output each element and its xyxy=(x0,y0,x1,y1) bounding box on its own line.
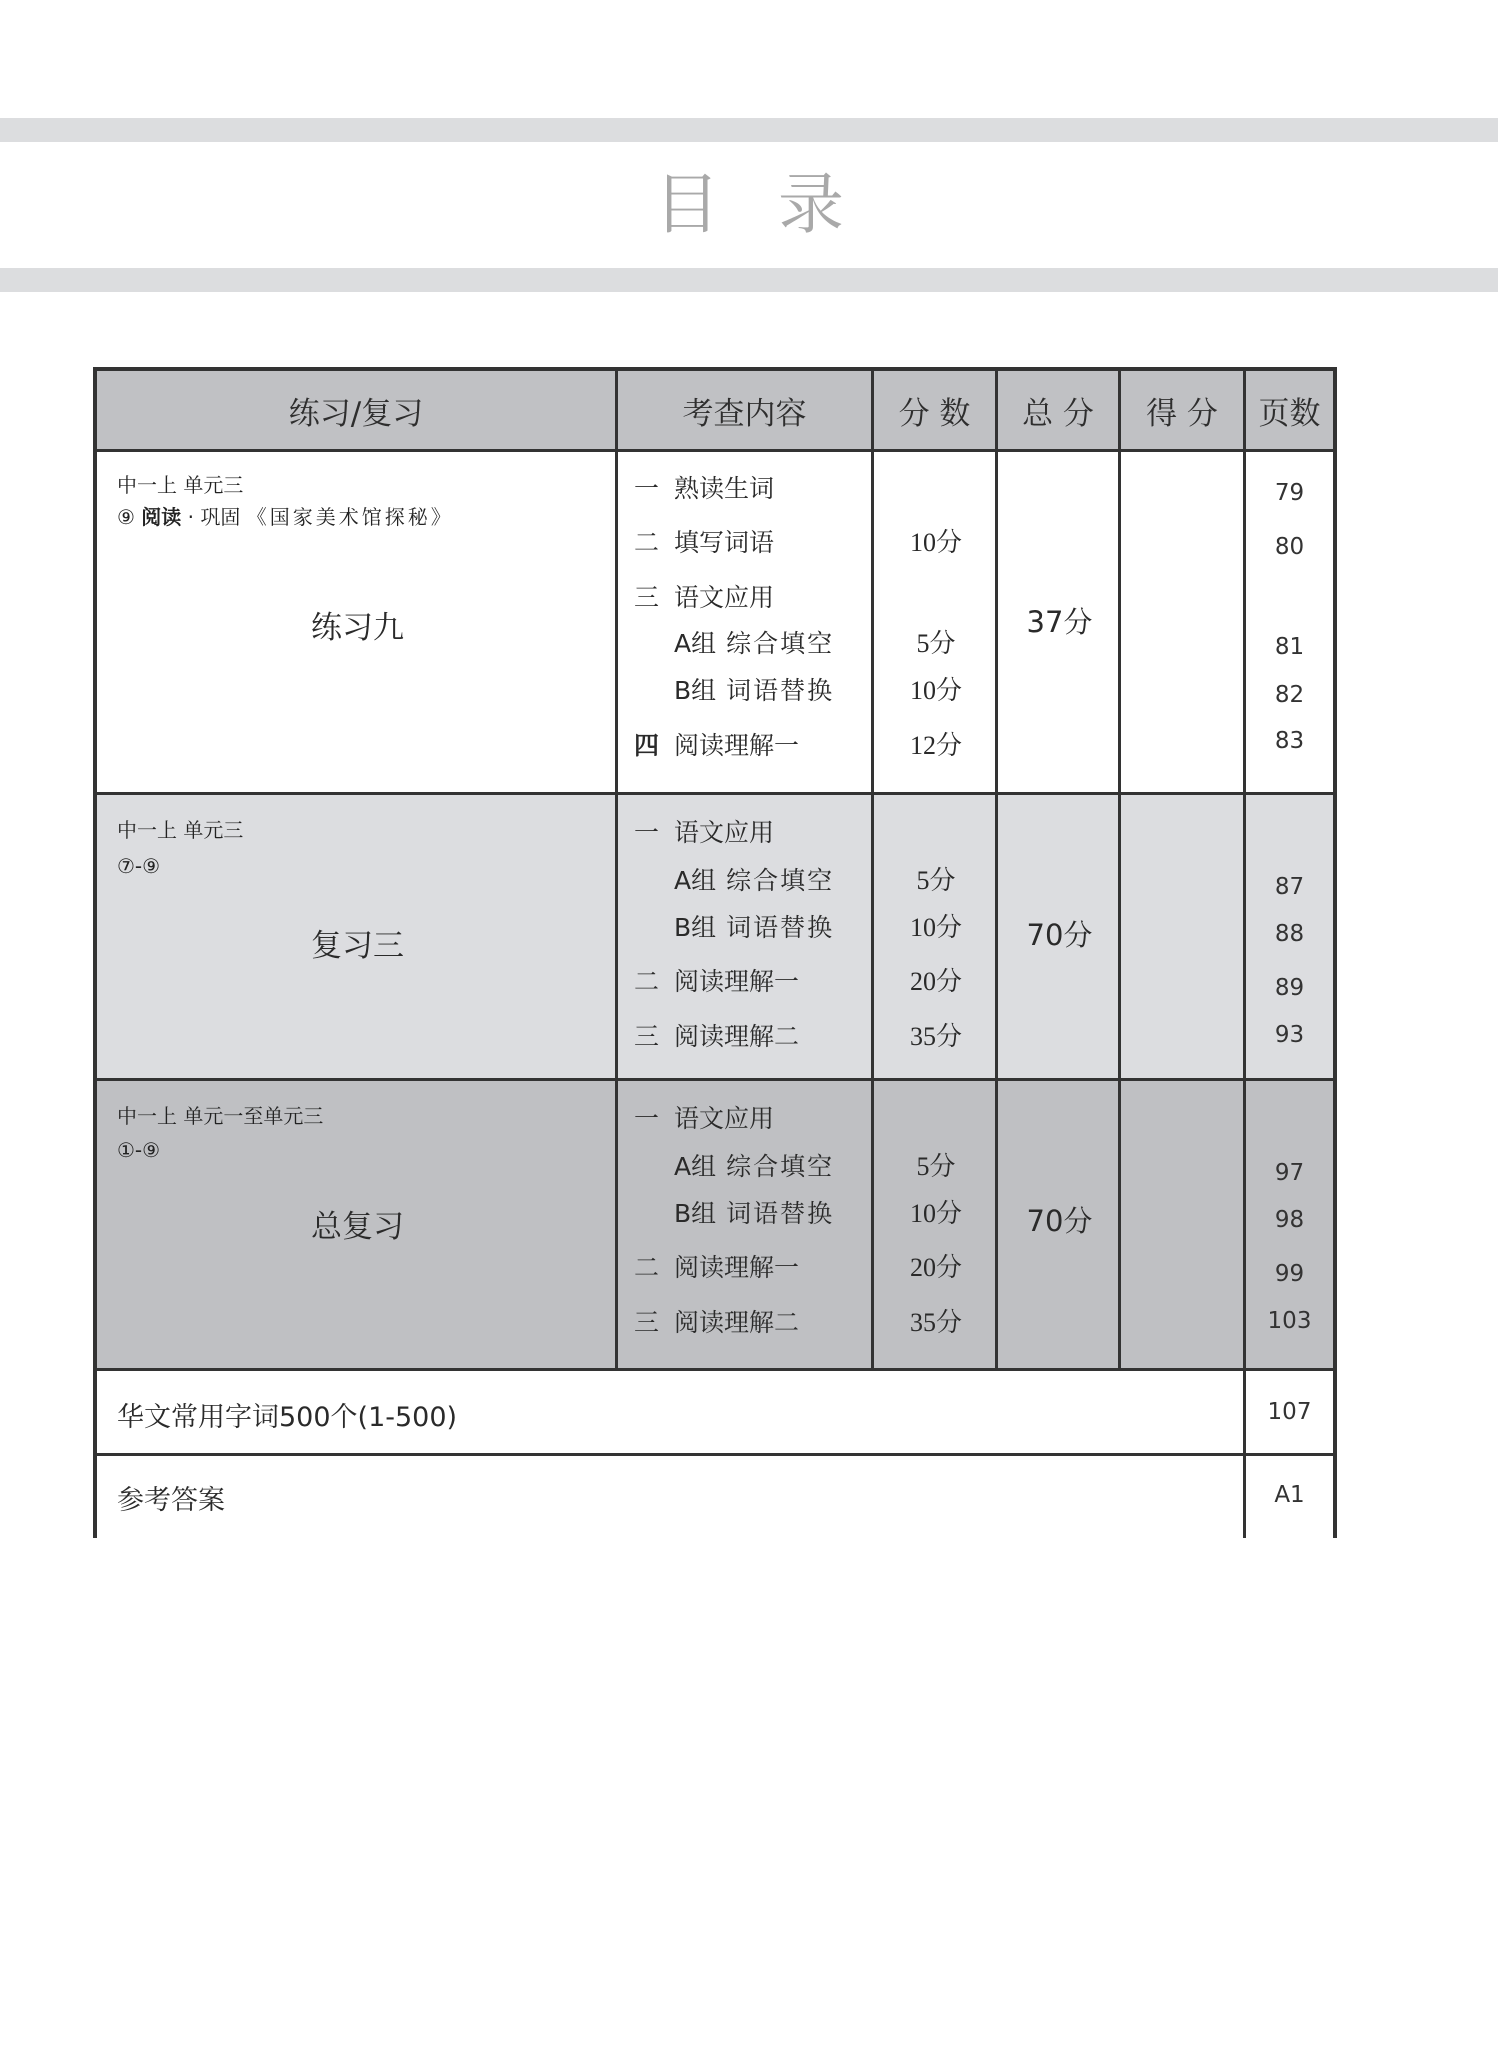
header-stripe-top xyxy=(0,118,1498,142)
entry-label-cell xyxy=(97,1371,1246,1453)
page-number[interactable]: 83 xyxy=(1274,728,1305,754)
table-of-contents xyxy=(93,367,1337,1538)
page-number[interactable]: 81 xyxy=(1274,634,1305,660)
section-row-review-3[interactable] xyxy=(97,795,1333,1081)
content-subitem: A组 综合填空 xyxy=(674,629,835,658)
header-content: 考查内容 xyxy=(618,371,874,449)
section-row-final-review[interactable] xyxy=(97,1081,1333,1371)
header-stripe-bottom xyxy=(0,268,1498,292)
page-number[interactable]: 87 xyxy=(1274,874,1305,900)
entry-label-cell xyxy=(97,1456,1246,1538)
section-title-cell xyxy=(97,795,618,1078)
section-unit: 中一上 单元一至单元三 xyxy=(117,1104,324,1128)
page-cell xyxy=(1246,1456,1333,1538)
lesson-title: 《国家美术馆探秘》 xyxy=(246,505,454,529)
content-item: 三 阅读理解二 xyxy=(634,1308,800,1337)
toc-row-answer-key[interactable] xyxy=(97,1456,1333,1538)
page-number[interactable]: 79 xyxy=(1274,480,1305,506)
content-subitem: A组 综合填空 xyxy=(674,1152,835,1181)
content-item: 四 阅读理解一 xyxy=(634,731,800,760)
item-score: 35分 xyxy=(909,1022,962,1051)
score-cell xyxy=(874,452,998,792)
item-score: 35分 xyxy=(909,1308,962,1337)
page-number[interactable]: 88 xyxy=(1274,921,1305,947)
section-lesson xyxy=(117,506,454,528)
content-subitem: B组 词语替换 xyxy=(674,913,835,942)
section-lesson-range: ⑦-⑨ xyxy=(117,854,161,878)
page-number[interactable]: 98 xyxy=(1274,1207,1305,1233)
content-subitem: B组 词语替换 xyxy=(674,676,835,705)
page-number[interactable]: 80 xyxy=(1274,534,1305,560)
header-earned: 得 分 xyxy=(1121,371,1246,449)
page-number[interactable]: 107 xyxy=(1267,1399,1312,1425)
earned-score-field[interactable] xyxy=(1121,452,1246,792)
content-item: 一 熟读生词 xyxy=(634,474,775,503)
lesson-number: ⑨ xyxy=(117,505,135,529)
section-total: 70分 xyxy=(1026,918,1093,952)
item-score: 5分 xyxy=(916,866,956,895)
content-item: 二 阅读理解一 xyxy=(634,967,800,996)
page-number[interactable]: 103 xyxy=(1267,1308,1312,1334)
section-unit: 中一上 单元三 xyxy=(117,818,244,842)
section-name: 练习九 xyxy=(311,610,404,646)
section-total: 70分 xyxy=(1026,1204,1093,1238)
item-score: 20分 xyxy=(909,967,962,996)
lesson-type: 阅读 xyxy=(141,505,182,529)
content-subitem: A组 综合填空 xyxy=(674,866,835,895)
section-title-cell xyxy=(97,1081,618,1368)
section-unit: 中一上 单元三 xyxy=(117,473,244,497)
page-number[interactable]: 89 xyxy=(1274,975,1305,1001)
page-cell xyxy=(1246,452,1333,792)
item-score: 10分 xyxy=(909,676,962,705)
page-cell xyxy=(1246,1081,1333,1368)
page-title: 目录 xyxy=(654,166,902,243)
content-cell xyxy=(618,795,874,1078)
item-score: 10分 xyxy=(909,528,962,557)
section-row-exercise-9[interactable] xyxy=(97,452,1333,795)
entry-label: 华文常用字词500个(1-500) xyxy=(117,1402,458,1433)
page-number[interactable]: A1 xyxy=(1274,1482,1305,1508)
header-score: 分 数 xyxy=(874,371,998,449)
content-item: 三 语文应用 xyxy=(634,583,775,612)
content-cell xyxy=(618,1081,874,1368)
item-score: 10分 xyxy=(909,1199,962,1228)
page-cell xyxy=(1246,1371,1333,1453)
toc-row-common-words[interactable] xyxy=(97,1371,1333,1456)
content-subitem: B组 词语替换 xyxy=(674,1199,835,1228)
score-cell xyxy=(874,795,998,1078)
total-cell xyxy=(998,795,1121,1078)
section-name: 复习三 xyxy=(311,928,404,964)
page-cell xyxy=(1246,795,1333,1078)
section-lesson-range: ①-⑨ xyxy=(117,1138,161,1162)
total-cell xyxy=(998,452,1121,792)
section-name: 总复习 xyxy=(311,1209,404,1245)
section-total: 37分 xyxy=(1026,605,1093,639)
score-cell xyxy=(874,1081,998,1368)
entry-label: 参考答案 xyxy=(117,1485,225,1516)
header-total: 总 分 xyxy=(998,371,1121,449)
item-score: 5分 xyxy=(916,629,956,658)
item-score: 12分 xyxy=(909,731,962,760)
section-title-cell xyxy=(97,452,618,792)
content-item: 三 阅读理解二 xyxy=(634,1022,800,1051)
header-page: 页数 xyxy=(1258,395,1321,432)
header-exercise: 练习/复习 xyxy=(97,371,618,449)
page-number[interactable]: 93 xyxy=(1274,1022,1305,1048)
item-score: 20分 xyxy=(909,1253,962,1282)
earned-score-field[interactable] xyxy=(1121,1081,1246,1368)
page-number[interactable]: 97 xyxy=(1274,1160,1305,1186)
table-header-row xyxy=(97,371,1333,452)
content-item: 二 阅读理解一 xyxy=(634,1253,800,1282)
content-item: 二 填写词语 xyxy=(634,528,775,557)
content-cell xyxy=(618,452,874,792)
content-item: 一 语文应用 xyxy=(634,1104,775,1133)
lesson-subtype: · 巩固 xyxy=(187,505,241,529)
page-number[interactable]: 99 xyxy=(1274,1261,1305,1287)
page-number[interactable]: 82 xyxy=(1274,682,1305,708)
total-cell xyxy=(998,1081,1121,1368)
earned-score-field[interactable] xyxy=(1121,795,1246,1078)
item-score: 10分 xyxy=(909,913,962,942)
item-score: 5分 xyxy=(916,1152,956,1181)
content-item: 一 语文应用 xyxy=(634,818,775,847)
